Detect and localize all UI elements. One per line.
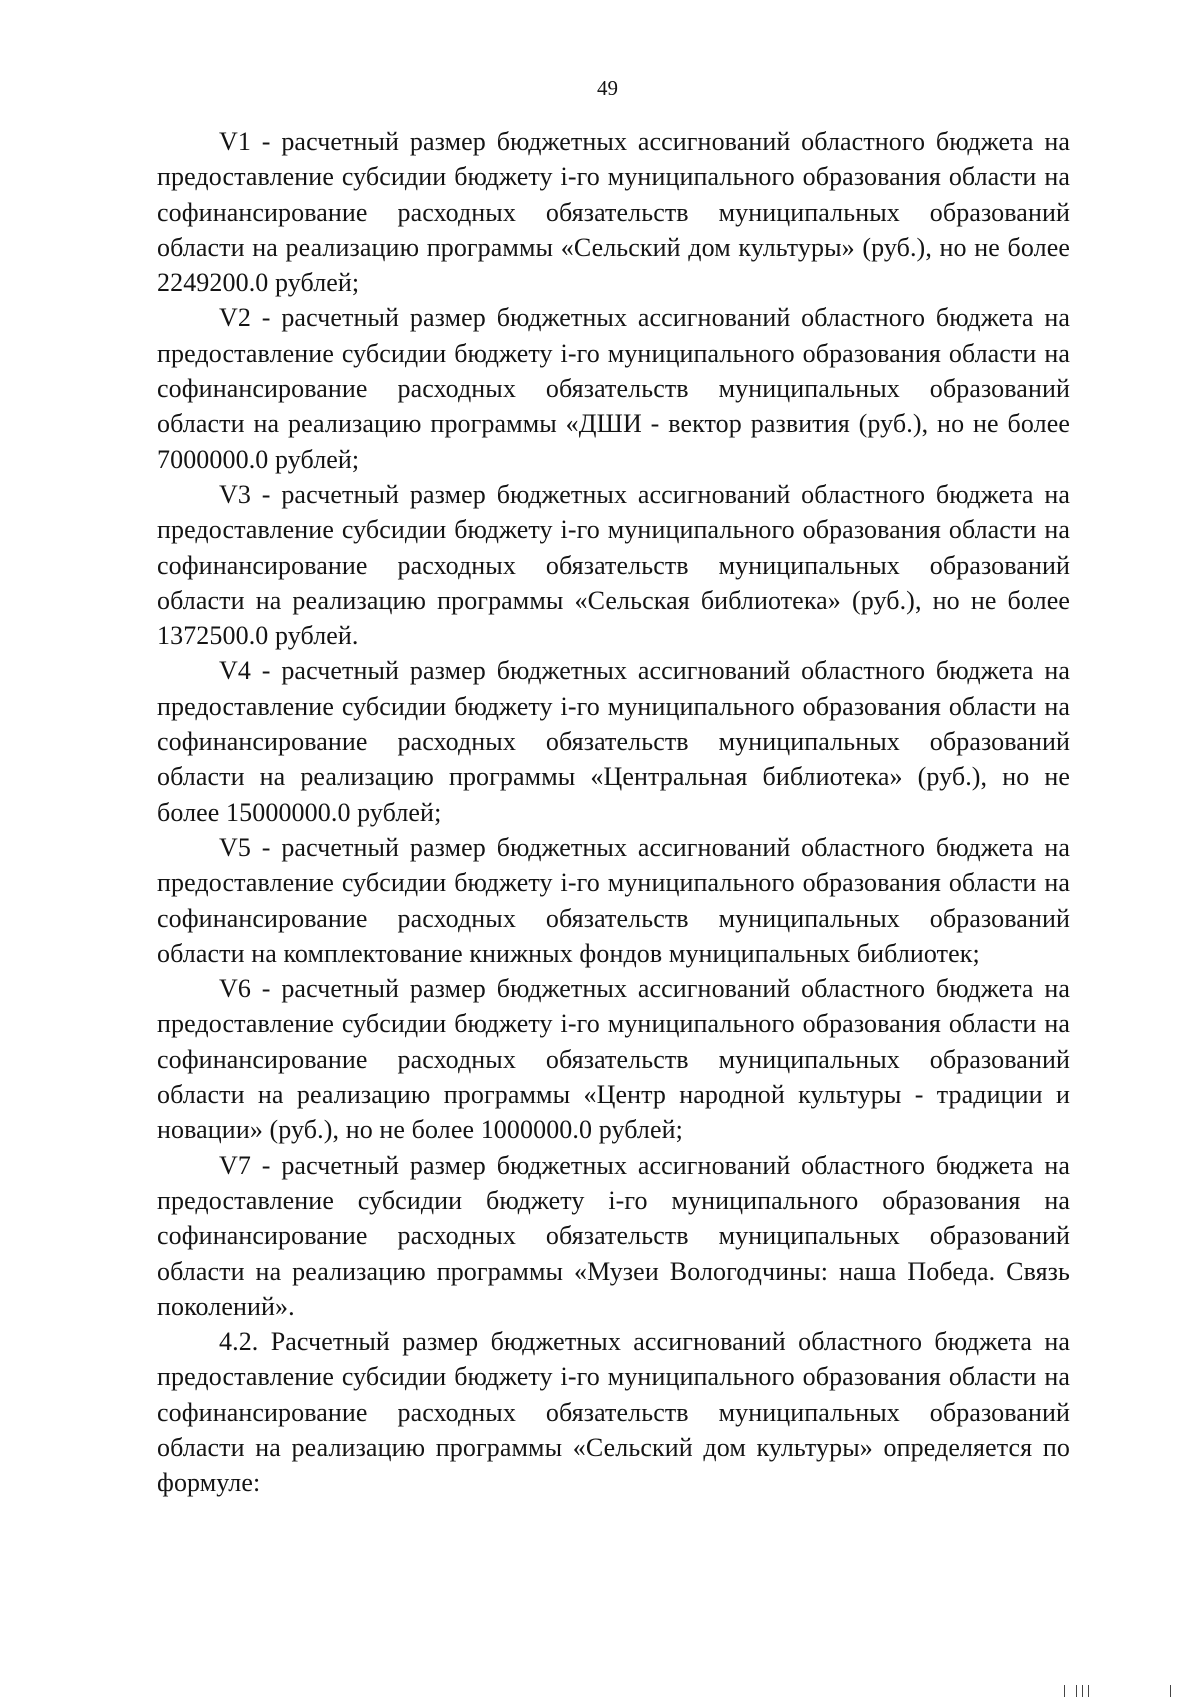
paragraph-lead: V2 <box>219 303 251 333</box>
paragraph-4-2 <box>157 1324 1070 1500</box>
paragraph-lead: V5 <box>219 832 251 862</box>
paragraph-lead: V1 <box>219 127 251 156</box>
paragraph-v3 <box>157 477 1070 653</box>
scan-mark <box>1088 1685 1089 1697</box>
paragraph-v2 <box>157 300 1070 476</box>
paragraph-v7 <box>157 1148 1070 1324</box>
scan-mark <box>1076 1685 1077 1697</box>
paragraph-text: - расчетный размер бюджетных ассигнований областного бюджета на предоставление субсидии бюджету i-го муниципального образования области на софинансирование расходных обязательств муниципальных образований области на реализацию программы «Центр народной культуры - традиции и новации» (руб.), но не более 1000000.0 рублей; <box>157 974 1070 1145</box>
paragraph-v6 <box>157 971 1070 1147</box>
paragraph-text: - расчетный размер бюджетных ассигнований областного бюджета на предоставление субсидии бюджету i-го муниципального образования области на софинансирование расходных обязательств муниципальных образований области на реализацию программы «Сельская библиотека» (руб.), но не более 1372500.0 рублей. <box>157 479 1070 651</box>
paragraph-lead: V7 <box>219 1150 251 1180</box>
scan-edge-marks <box>1060 1683 1200 1697</box>
document-body <box>157 124 1070 1501</box>
paragraph-text: Расчетный размер бюджетных ассигнований областного бюджета на предоставление субсидии бюджету i-го муниципального образования области на софинансирование расходных обязательств муниципальных образований области на реализацию программы «Сельский дом культуры» определяется по формуле: <box>157 1327 1070 1498</box>
paragraph-v4 <box>157 653 1070 829</box>
paragraph-text: - расчетный размер бюджетных ассигнований областного бюджета на предоставление субсидии бюджету i-го муниципального образования области на софинансирование расходных обязательств муниципальных образований области на комплектование книжных фондов муниципальных библиотек; <box>157 832 1070 968</box>
paragraph-text: - расчетный размер бюджетных ассигнований областного бюджета на предоставление субсидии бюджету i-го муниципального образования области на софинансирование расходных обязательств муниципальных образований области на реализацию программы «Центральная библиотека» (руб.), но не более 15000000.0 рублей; <box>157 656 1070 827</box>
paragraph-lead: V6 <box>219 974 251 1004</box>
paragraph-text: - расчетный размер бюджетных ассигнований областного бюджета на предоставление субсидии бюджету i-го муниципального образования области на софинансирование расходных обязательств муниципальных образований области на реализацию программы «Сельский дом культуры» (руб.), но не более 2249200.0 рублей; <box>157 127 1070 298</box>
page-number: 49 <box>597 76 618 100</box>
paragraph-lead: 4.2. <box>219 1327 259 1357</box>
paragraph-text: - расчетный размер бюджетных ассигнований областного бюджета на предоставление субсидии бюджету i-го муниципального образования на софинансирование расходных обязательств муниципальных образований области на реализацию программы «Музеи Вологодчины: наша Победа. Связь поколений». <box>157 1150 1070 1321</box>
scan-mark <box>1064 1685 1065 1697</box>
paragraph-lead: V4 <box>219 656 251 686</box>
paragraph-lead: V3 <box>219 479 251 509</box>
scan-mark <box>1082 1685 1083 1697</box>
scan-mark <box>1170 1685 1171 1697</box>
paragraph-text: - расчетный размер бюджетных ассигнований областного бюджета на предоставление субсидии бюджету i-го муниципального образования области на софинансирование расходных обязательств муниципальных образований области на реализацию программы «ДШИ - вектор развития (руб.), но не более 7000000.0 рублей; <box>157 303 1070 474</box>
paragraph-v1 <box>157 124 1070 300</box>
paragraph-v5 <box>157 830 1070 971</box>
